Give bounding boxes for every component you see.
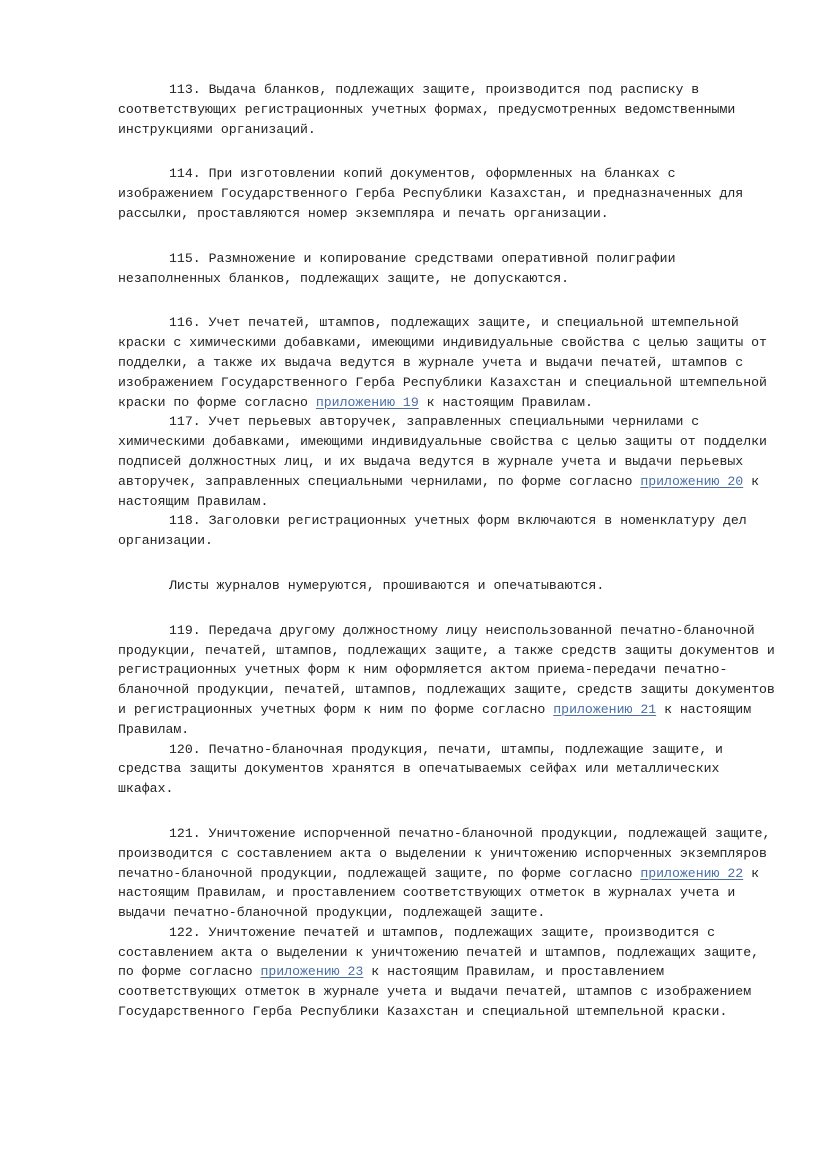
paragraph-114-text: 114. При изготовлении копий документов, оформленных на бланках с изображением Государственного Герба Республики Казахстан, и предназначенных для рассылки, проставляются номер экземпляра и печать организации. — [118, 166, 744, 221]
paragraph-117-tail: к настоящим Правилам. — [118, 473, 760, 509]
paragraph-121-text: 121. Уничтожение испорченной печатно-бланочной продукции, подлежащей защите, производится с составлением акта о выделении к уничтожению испорченных экземпляров печатно-бланочной продукции, подлежащей защите, по форме согласно — [118, 825, 771, 881]
paragraph-121 — [118, 824, 778, 923]
paragraph-116-tail: к настоящим Правилам. — [418, 394, 593, 410]
paragraph-120-text: 120. Печатно-бланочная продукция, печати, штампы, подлежащие защите, и средства защиты документов хранятся в опечатываемых сейфах или металлических шкафах. — [118, 741, 723, 797]
paragraph-117 — [118, 412, 778, 511]
paragraph-117-text: 117. Учет перьевых авторучек, заправленных специальными чернилами с химическими добавками, имеющими индивидуальные свойства с целью защиты от подделки подписей должностных лиц, и их выдача ведутся в журнале учета и выдачи перьевых авторучек, заправленных специальными чернилами, по форме согласно — [118, 414, 767, 489]
paragraph-122-tail: к настоящим Правилам, и проставлением соответствующих отметок в журнале учета и выдачи печатей, штампов с изображением Государственного Герба Республики Казахстан и специальной штемпельной краски. — [118, 964, 752, 1020]
paragraph-118-journals — [118, 576, 778, 596]
paragraph-119-text: 119. Передача другому должностному лицу неиспользованной печатно-бланочной продукции, печатей, штампов, подлежащих защите, а также средств защиты документов и регистрационных учетных форм к ним оформляется актом приема-передачи печатно-бланочной продукции, печатей, штампов, подлежащих защите, средств защиты документов и регистрационных учетных форм к ним по форме согласно — [118, 622, 775, 717]
paragraph-120 — [118, 740, 778, 799]
appendix-23-link[interactable]: приложению 23 — [260, 964, 364, 980]
paragraph-116-text: 116. Учет печатей, штампов, подлежащих защите, и специальной штемпельной краски с химическими добавками, имеющими индивидуальные свойства с целью защиты от подделки, а также их выдача ведутся в журнале учета и выдачи печатей, штампов с изображением Государственного Герба Республики Казахстан и специальной штемпельной краски по форме согласно — [118, 315, 767, 410]
appendix-22-link[interactable]: приложению 22 — [640, 865, 744, 881]
paragraph-119-tail: к настоящим Правилам. — [118, 701, 752, 737]
paragraph-118-journals-text: Листы журналов нумеруются, прошиваются и опечатываются. — [169, 577, 605, 593]
appendix-19-link[interactable]: приложению 19 — [315, 394, 419, 410]
paragraph-115-text: 115. Размножение и копирование средствами оперативной полиграфии незаполненных бланков, подлежащих защите, не допускаются. — [118, 250, 676, 286]
paragraph-119 — [118, 621, 778, 740]
document-page — [118, 80, 778, 1022]
paragraph-122 — [118, 923, 778, 1022]
paragraph-116 — [118, 313, 778, 412]
paragraph-122-text: 122. Уничтожение печатей и штампов, подлежащих защите, производится с составлением акта о выделении к уничтожению печатей и штампов, подлежащих защите, по форме согласно — [118, 924, 760, 980]
paragraph-118 — [118, 511, 778, 551]
paragraph-113-text: 113. Выдача бланков, подлежащих защите, производится под расписку в соответствующих регистрационных учетных формах, предусмотренных ведомственными инструкциями организаций. — [118, 82, 736, 137]
paragraph-118-text: 118. Заголовки регистрационных учетных форм включаются в номенклатуру дел организации. — [118, 513, 747, 549]
paragraph-121-tail: к настоящим Правилам, и проставлением соответствующих отметок в журналах учета и выдачи печатно-бланочной продукции, подлежащей защите. — [118, 865, 760, 921]
paragraph-114 — [118, 164, 778, 223]
paragraph-115 — [118, 249, 778, 289]
paragraph-113 — [118, 80, 778, 139]
appendix-20-link[interactable]: приложению 20 — [640, 473, 744, 489]
appendix-21-link[interactable]: приложению 21 — [553, 701, 657, 717]
